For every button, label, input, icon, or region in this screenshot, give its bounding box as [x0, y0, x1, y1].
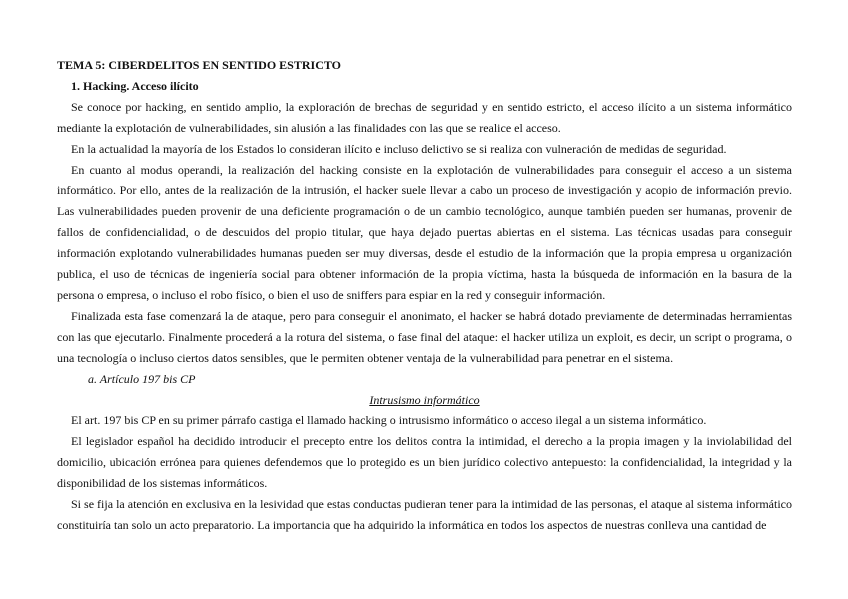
- paragraph: En la actualidad la mayoría de los Estados lo consideran ilícito e incluso delictivo se si realiza con vulneración de medidas de seguridad.: [71, 141, 727, 156]
- paragraph: Finalizada esta fase comenzará la de ataque, pero para conseguir el anonimato, el hacker se habrá dotado previamente de determinadas herramientas con las que ejecutarlo. Finalmente procederá a la rotura del sistema, o fase final del ataque: el hacker utiliza un exploit, es decir, un script o programa, o una tecnología o incluso ciertos datos sensibles, que le permiten obtener ventaja de la vulnerabilidad para penetrar en el sistema.: [57, 308, 792, 365]
- paragraph: En cuanto al modus operandi, la realización del hacking consiste en la explotación de vulnerabilidades para conseguir el acceso a un sistema informático. Por ello, antes de la realización de la intrusión, el hacker suele llevar a cabo un proceso de investigación y acopio de información previo. Las vulnerabilidades pueden provenir de una deficiente programación o de un cambio tecnológico, aunque también pueden ser humanas, provenir de fallos de confidencialidad, o de descuidos del propio titular, que haya dejado puertas abiertas en el sistema. Las técnicas usadas para conseguir información explotando vulnerabilidades humanas pueden ser muy diversas, desde el estudio de la información que la propia empresa u organización publica, el uso de técnicas de ingeniería social para obtener información de la propia víctima, hasta la búsqueda de información en la basura de la persona o empresa, o incluso el robo físico, o bien el uso de sniffers para espiar en la red y conseguir información.: [57, 162, 792, 302]
- document-title: TEMA 5: CIBERDELITOS EN SENTIDO ESTRICTO: [57, 58, 341, 72]
- paragraph: El legislador español ha decidido introducir el precepto entre los delitos contra la intimidad, el derecho a la propia imagen y la inviolabilidad del domicilio, ubicación errónea para quienes defendemos que lo protegido es un bien jurídico colectivo antepuesto: la confidencialidad, la integridad y la disponibilidad de los sistemas informáticos.: [57, 434, 792, 491]
- subsection-heading: a. Artículo 197 bis CP: [88, 371, 196, 386]
- centered-heading: Intrusismo informático: [369, 392, 480, 407]
- document-page: [57, 55, 792, 536]
- paragraph: Se conoce por hacking, en sentido amplio, la exploración de brechas de seguridad y en sentido estricto, el acceso ilícito a un sistema informático mediante la explotación de vulnerabilidades, sin alusión a las finalidades con las que se realice el acceso.: [57, 99, 792, 135]
- paragraph: El art. 197 bis CP en su primer párrafo castiga el llamado hacking o intrusismo informático o acceso ilegal a un sistema informático.: [71, 413, 707, 428]
- section-heading: 1. Hacking. Acceso ilícito: [71, 78, 199, 93]
- paragraph: Si se fija la atención en exclusiva en la lesividad que estas conductas pudieran tener para la intimidad de las personas, el ataque al sistema informático constituiría tan solo un acto preparatorio. La importancia que ha adquirido la informática en todos los aspectos de nuestras conlleva una cantidad de: [57, 497, 792, 532]
